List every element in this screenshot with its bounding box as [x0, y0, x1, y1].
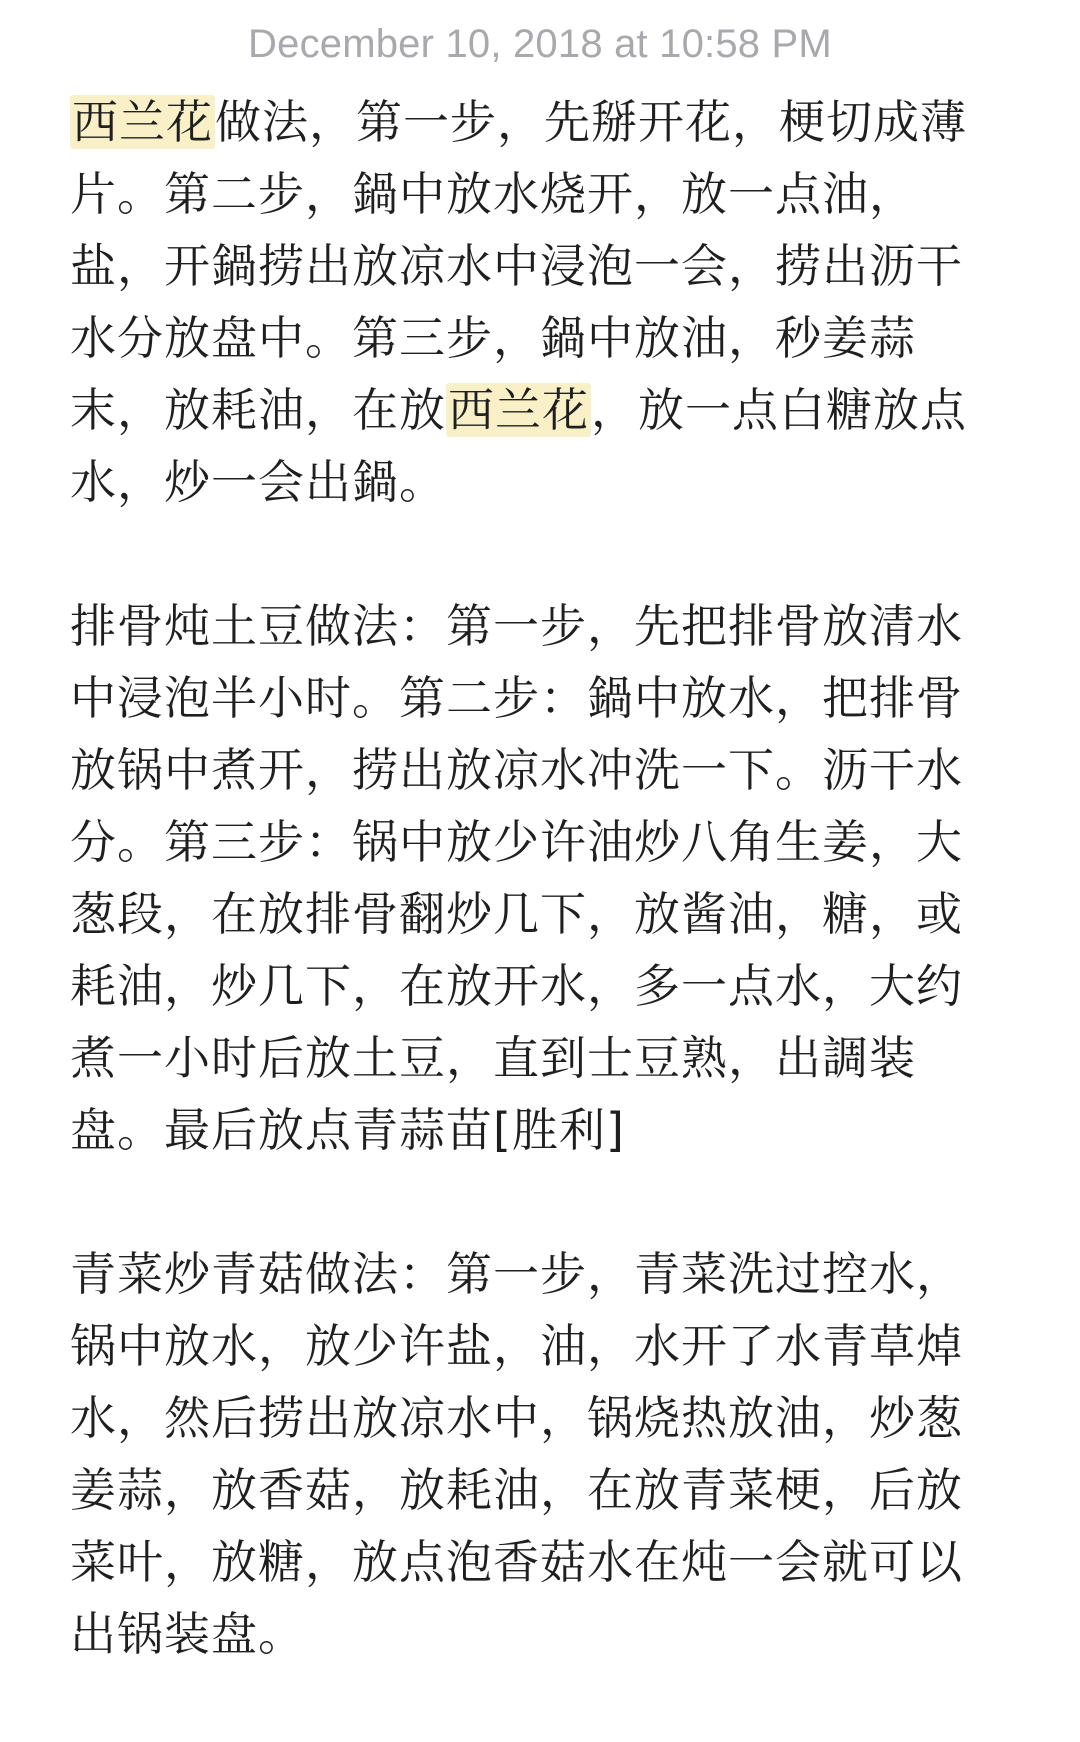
- note-body[interactable]: [70, 86, 970, 1742]
- text-run: 青菜炒青菇做法：第一步，青菜洗过控水，: [70, 1247, 963, 1301]
- text-run: 葱段，在放排骨翻炒几下，放酱油，糖，或: [70, 887, 963, 941]
- text-run: 水分放盘中。第三步，鍋中放油，秒姜蒜: [70, 311, 916, 365]
- text-run: 煮一小时后放土豆，直到士豆熟，出調装: [70, 1031, 916, 1085]
- paragraph-greens-mushrooms: [70, 1238, 970, 1670]
- text-line: [70, 302, 970, 374]
- text-run: 耗油，炒几下，在放开水，多一点水，大约: [70, 959, 963, 1013]
- text-line: [70, 158, 970, 230]
- text-line: [70, 734, 970, 806]
- text-line: [70, 662, 970, 734]
- text-run: 水，炒一会出鍋。: [70, 455, 446, 509]
- text-run: 中浸泡半小时。第二步：鍋中放水，把排骨: [70, 671, 963, 725]
- text-run: 菜叶，放糖，放点泡香菇水在炖一会就可以: [70, 1535, 963, 1589]
- text-run: 放锅中煮开，捞出放凉水冲洗一下。沥干水: [70, 743, 963, 797]
- text-run: 盐，开鍋捞出放凉水中浸泡一会，捞出沥干: [70, 239, 963, 293]
- text-line: [70, 878, 970, 950]
- text-line: [70, 374, 970, 446]
- text-run: 分。第三步：锅中放少许油炒八角生姜，大: [70, 815, 963, 869]
- text-run: 出锅装盘。: [70, 1607, 305, 1661]
- text-line: [70, 1598, 970, 1670]
- text-line: [70, 1526, 970, 1598]
- search-highlight: 西兰花: [448, 383, 589, 437]
- note-date: December 10, 2018 at 10:58 PM: [248, 22, 832, 66]
- text-line: [70, 1454, 970, 1526]
- text-line: [70, 230, 970, 302]
- text-run: 姜蒜，放香菇，放耗油，在放青菜梗，后放: [70, 1463, 963, 1517]
- paragraph-pork-ribs: [70, 590, 970, 1166]
- text-run: 水，然后捞出放凉水中，锅烧热放油，炒葱: [70, 1391, 963, 1445]
- text-run: ，放一点白糖放点: [591, 383, 967, 437]
- text-line: [70, 446, 970, 518]
- text-line: [70, 590, 970, 662]
- text-run: 末，放耗油，在放: [70, 383, 446, 437]
- text-line: [70, 1310, 970, 1382]
- text-line: [70, 1382, 970, 1454]
- paragraph-broccoli: [70, 86, 970, 518]
- text-line: [70, 1238, 970, 1310]
- text-run: 排骨炖土豆做法：第一步，先把排骨放清水: [70, 599, 963, 653]
- text-line: [70, 1022, 970, 1094]
- text-run: 盘。最后放点青蒜苗[胜利]: [70, 1103, 625, 1157]
- text-run: 锅中放水，放少许盐，油，水开了水青草焯: [70, 1319, 963, 1373]
- text-line: [70, 950, 970, 1022]
- search-highlight: 西兰花: [72, 95, 213, 149]
- text-line: [70, 806, 970, 878]
- text-run: 做法，第一步，先掰开花，梗切成薄: [215, 95, 967, 149]
- text-line: [70, 1094, 970, 1166]
- text-run: 片。第二步，鍋中放水烧开，放一点油，: [70, 167, 916, 221]
- text-line: [70, 86, 970, 158]
